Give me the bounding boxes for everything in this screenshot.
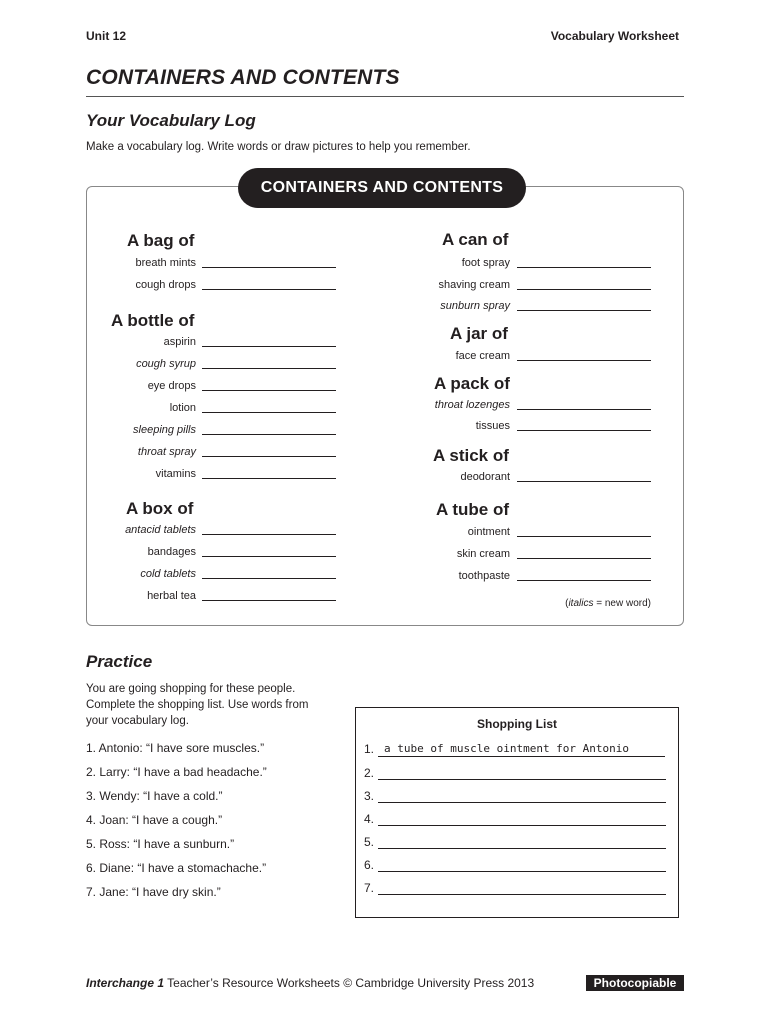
title-divider <box>86 96 684 97</box>
vocab-item: vitamins <box>155 468 196 480</box>
example-answer: a tube of muscle ointment for Antonio <box>384 742 630 755</box>
vocab-item: tissues <box>475 420 510 432</box>
answer-line[interactable] <box>378 825 666 826</box>
write-line[interactable] <box>202 368 336 369</box>
vocab-item: herbal tea <box>147 590 196 602</box>
photocopiable-badge: Photocopiable <box>586 975 684 991</box>
vocab-item: eye drops <box>147 380 196 392</box>
category-title: A can of <box>442 230 509 249</box>
write-line[interactable] <box>202 478 336 479</box>
list-item: 2. Larry: “I have a bad headache.” <box>86 765 267 779</box>
write-line[interactable] <box>202 600 336 601</box>
write-line[interactable] <box>517 360 651 361</box>
vocab-item: throat spray <box>137 446 196 458</box>
vocab-item: foot spray <box>461 257 510 269</box>
worksheet-type: Vocabulary Worksheet <box>550 29 679 43</box>
write-line[interactable] <box>202 556 336 557</box>
practice-instruction: You are going shopping for these people. Complete the shopping list. Use words from your vocabulary log. <box>86 683 309 727</box>
write-line[interactable] <box>202 578 336 579</box>
vocab-item: skin cream <box>456 548 510 560</box>
list-number: 5. <box>364 835 375 849</box>
write-line[interactable] <box>517 481 651 482</box>
vocab-log-banner: CONTAINERS AND CONTENTS <box>238 168 526 208</box>
vocab-item: throat lozenges <box>434 399 510 411</box>
write-line[interactable] <box>517 310 651 311</box>
answer-line[interactable] <box>378 871 666 872</box>
answer-line[interactable] <box>378 779 666 780</box>
footer-credit: Interchange 1 Teacher’s Resource Worksheets © Cambridge University Press 2013 <box>86 976 535 990</box>
write-line[interactable] <box>517 289 651 290</box>
vocab-item: cold tablets <box>140 568 196 580</box>
write-line[interactable] <box>517 267 651 268</box>
list-item: 5. Ross: “I have a sunburn.” <box>86 837 235 851</box>
list-item: 6. Diane: “I have a stomachache.” <box>86 861 267 875</box>
shopping-list-box <box>355 707 679 918</box>
answer-line[interactable] <box>378 848 666 849</box>
vocab-item: bandages <box>147 546 196 558</box>
vocab-item: cough drops <box>135 279 196 291</box>
unit-label: Unit 12 <box>86 29 127 43</box>
answer-line[interactable] <box>378 756 665 757</box>
answer-line[interactable] <box>378 894 666 895</box>
category-title: A jar of <box>450 324 508 343</box>
vocab-item: shaving cream <box>438 279 510 291</box>
list-item: 1. Antonio: “I have sore muscles.” <box>86 741 265 755</box>
write-line[interactable] <box>517 536 651 537</box>
shopping-list-title: Shopping List <box>477 717 557 731</box>
vocab-item: toothpaste <box>458 570 510 582</box>
vocab-log-heading: Your Vocabulary Log <box>86 111 256 130</box>
answer-line[interactable] <box>378 802 666 803</box>
vocab-item: antacid tablets <box>125 524 196 536</box>
write-line[interactable] <box>202 289 336 290</box>
page-title: CONTAINERS AND CONTENTS <box>86 66 400 89</box>
list-number: 7. <box>364 881 375 895</box>
write-line[interactable] <box>517 580 651 581</box>
list-item: 7. Jane: “I have dry skin.” <box>86 885 221 899</box>
list-number: 4. <box>364 812 375 826</box>
vocab-log-instruction: Make a vocabulary log. Write words or draw pictures to help you remember. <box>86 141 471 153</box>
category-title: A tube of <box>436 500 510 519</box>
vocab-item: breath mints <box>135 257 196 269</box>
write-line[interactable] <box>202 390 336 391</box>
vocab-item: face cream <box>455 350 510 362</box>
list-number: 2. <box>364 766 375 780</box>
list-item: 3. Wendy: “I have a cold.” <box>86 789 223 803</box>
vocab-item: sleeping pills <box>133 424 196 436</box>
write-line[interactable] <box>517 409 651 410</box>
practice-heading: Practice <box>86 652 153 671</box>
italics-note: (italics = new word) <box>565 598 651 609</box>
write-line[interactable] <box>202 267 336 268</box>
write-line[interactable] <box>202 456 336 457</box>
write-line[interactable] <box>202 412 336 413</box>
list-number: 6. <box>364 858 375 872</box>
category-title: A box of <box>126 499 194 518</box>
list-number: 3. <box>364 789 375 803</box>
category-title: A stick of <box>433 446 509 465</box>
write-line[interactable] <box>202 434 336 435</box>
list-number: 1. <box>364 742 375 756</box>
category-title: A bag of <box>127 231 195 250</box>
write-line[interactable] <box>517 558 651 559</box>
category-title: A bottle of <box>111 311 195 330</box>
write-line[interactable] <box>517 430 651 431</box>
write-line[interactable] <box>202 534 336 535</box>
vocab-item: lotion <box>169 402 196 414</box>
vocab-item: aspirin <box>163 336 196 348</box>
vocab-item: deodorant <box>460 471 510 483</box>
write-line[interactable] <box>202 346 336 347</box>
category-title: A pack of <box>434 374 510 393</box>
vocab-item: sunburn spray <box>440 300 510 312</box>
vocab-item: ointment <box>467 526 510 538</box>
vocab-item: cough syrup <box>136 358 196 370</box>
list-item: 4. Joan: “I have a cough.” <box>86 813 223 827</box>
